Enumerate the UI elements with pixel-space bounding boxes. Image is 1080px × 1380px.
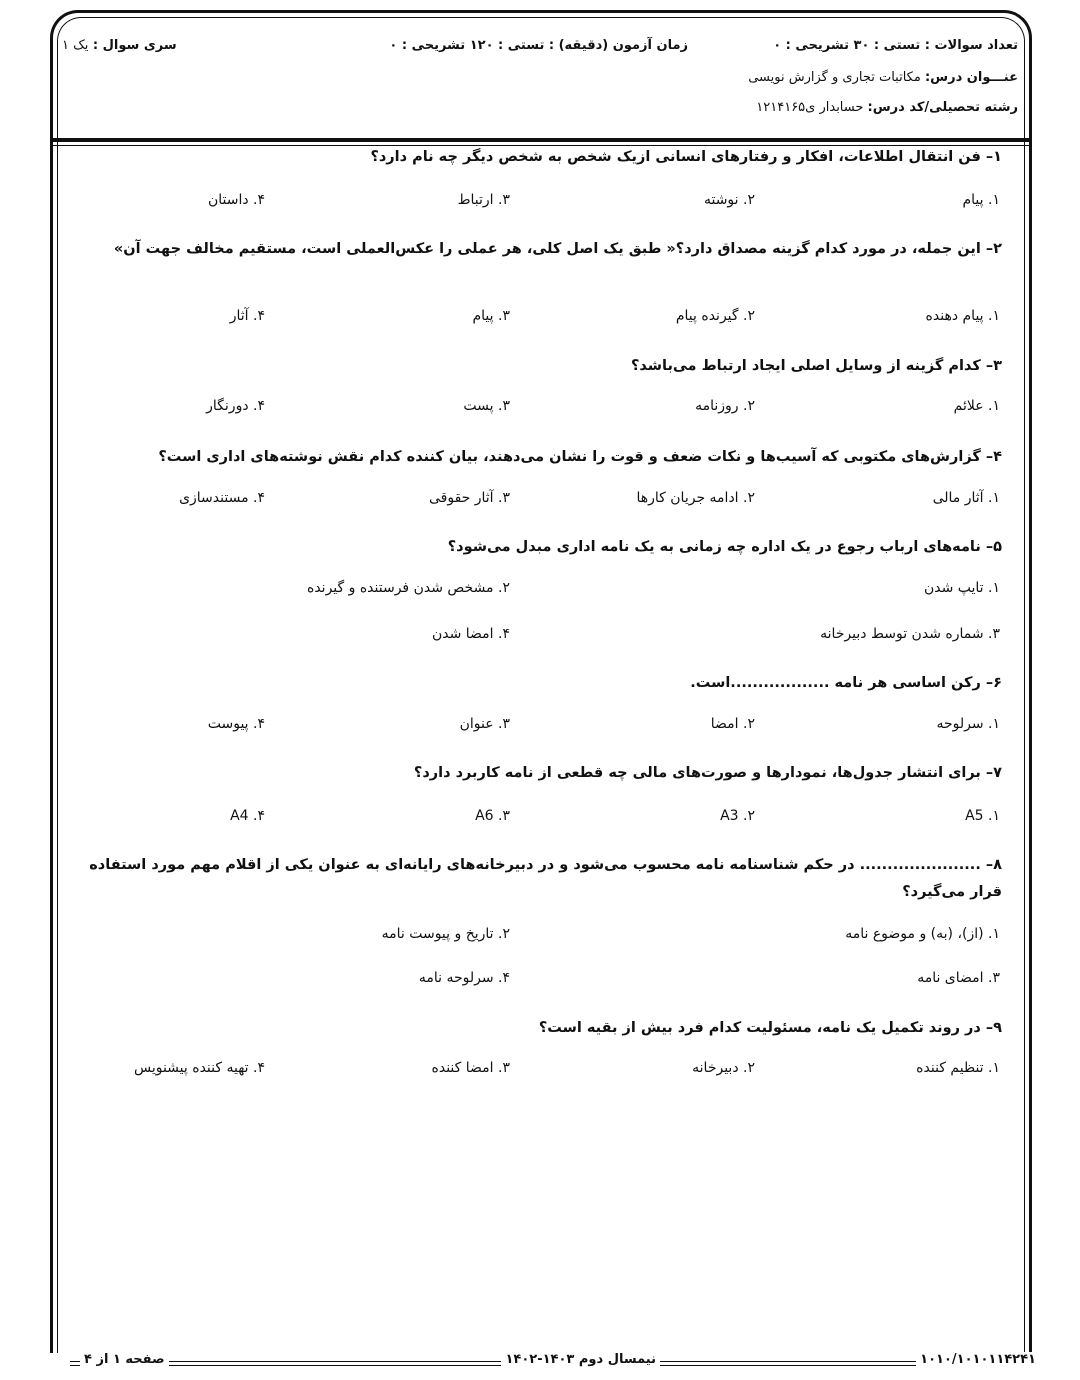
option-3[interactable]: ۳. پست [463,398,510,414]
question-5 [72,534,1002,561]
question-8 [72,852,1002,906]
options-row [70,716,1000,732]
option-3[interactable]: ۳. آثار حقوقی [428,490,510,506]
series-label: سری سوال : [92,38,177,53]
option-3[interactable]: ۳. امضای نامه [917,970,1000,986]
option-3[interactable]: ۳. پیام [472,308,510,324]
course-title [62,70,1018,85]
question-number: ۱– [985,149,1002,165]
option-4[interactable]: ۴. سرلوحه نامه [418,970,510,986]
question-text: رکن اساسی هر نامه ..................است. [690,675,981,691]
field-label: رشته تحصیلی/کد درس: [867,100,1018,115]
option-1[interactable]: ۱. پیام دهنده [925,308,1000,324]
options-row [70,580,1000,596]
option-2[interactable]: ۲. مشخص شدن فرستنده و گیرنده [306,580,510,596]
question-7 [72,760,1002,787]
question-number: ۵– [985,539,1002,555]
question-count: تعداد سوالات : تستی : ۳۰ تشریحی : ۰ [773,38,1018,53]
option-1[interactable]: ۱. تایپ شدن [923,580,1000,596]
option-1[interactable]: ۱. آثار مالی [932,490,1000,506]
course-label: عنـــوان درس: [924,70,1018,85]
option-4[interactable]: ۴. تهیه کننده پیشنویس [133,1060,265,1076]
options-row [70,490,1000,506]
option-2[interactable]: ۲. دبیرخانه [692,1060,755,1076]
footer [40,1352,1040,1372]
options-row [70,308,1000,324]
field-code [62,100,1018,115]
option-1[interactable]: ۱. علائم [953,398,1000,414]
question-number: ۶– [985,675,1002,691]
question-3 [72,353,1002,380]
option-4[interactable]: ۴. امضا شدن [431,626,510,642]
question-text: فن انتقال اطلاعات، افکار و رفتارهای انسانی ازیک شخص به شخص دیگر چه نام دارد؟ [370,149,981,165]
option-4[interactable]: ۴. دورنگار [206,398,265,414]
option-2[interactable]: ۲. تاریخ و پیوست نامه [381,926,510,942]
question-text: برای انتشار جدول‌ها، نمودارها و صورت‌های مالی چه قطعی از نامه کاربرد دارد؟ [413,765,981,781]
question-text: نامه‌های ارباب رجوع در یک اداره چه زمانی به یک نامه اداری مبدل می‌شود؟ [447,539,981,555]
question-number: ۸– [985,857,1002,873]
footer-page: صفحه ۱ از ۴ [80,1352,169,1367]
course-value: مکاتبات تجاری و گزارش نویسی [748,70,921,85]
option-2[interactable]: ۲. نوشته [703,192,755,208]
option-3[interactable]: ۳. A6 [475,808,510,824]
option-1[interactable]: ۱. تنظیم کننده [916,1060,1000,1076]
options-row [70,192,1000,208]
question-text: گزارش‌های مکتوبی که آسیب‌ها و نکات ضعف و قوت را نشان می‌دهند، بیان کننده کدام نقش نوشته‌های اداری است؟ [158,449,981,465]
option-4[interactable]: ۴. پیوست [207,716,265,732]
question-number: ۹– [985,1020,1002,1036]
option-1[interactable]: ۱. پیام [962,192,1000,208]
question-number: ۷– [985,765,1002,781]
question-number: ۲– [985,241,1002,257]
question-text: این جمله، در مورد کدام گزینه مصداق دارد؟« طبق یک اصل کلی، هر عملی را عکس‌العملی است، مستقیم مخالف جهت آن» [113,241,981,257]
option-3[interactable]: ۳. ارتباط [457,192,510,208]
footer-code: ۱۰۱۰/۱۰۱۰۱۱۴۲۴۱ [916,1352,1040,1367]
question-1 [72,144,1002,171]
exam-time: زمان آزمون (دقیقه) : تستی : ۱۲۰ تشریحی : ۰ [389,38,688,53]
question-text: ...................... در حکم شناسنامه نامه محسوب می‌شود و در دبیرخانه‌های رایانه‌ای به عنوان یکی از اقلام مهم مورد استفاده قرار می‌گیرد؟ [89,857,1002,900]
question-number: ۴– [985,449,1002,465]
option-2[interactable]: ۲. گیرنده پیام [675,308,755,324]
option-1[interactable]: ۱. سرلوحه [936,716,1000,732]
option-3[interactable]: ۳. شماره شدن توسط دبیرخانه [820,626,1000,642]
options-row [70,970,1000,986]
options-row [70,398,1000,414]
option-3[interactable]: ۳. عنوان [459,716,510,732]
option-3[interactable]: ۳. امضا کننده [431,1060,510,1076]
question-series [62,38,177,53]
option-4[interactable]: ۴. مستندسازی [179,490,265,506]
options-row [70,626,1000,642]
option-2[interactable]: ۲. A3 [720,808,755,824]
options-row [70,1060,1000,1076]
options-row [70,926,1000,942]
field-value: حسابدار ی۱۲۱۴۱۶۵ [756,100,864,115]
question-9 [72,1015,1002,1042]
question-text: در روند تکمیل یک نامه، مسئولیت کدام فرد بیش از بقیه است؟ [538,1020,981,1036]
option-1[interactable]: ۱. A5 [965,808,1000,824]
series-value: یک ۱ [62,38,89,53]
header-divider [53,138,1029,142]
option-2[interactable]: ۲. روزنامه [695,398,755,414]
options-row [70,808,1000,824]
question-2 [72,236,1002,263]
option-4[interactable]: ۴. آثار [229,308,265,324]
question-number: ۳– [985,358,1002,374]
option-4[interactable]: ۴. A4 [230,808,265,824]
question-4 [72,444,1002,471]
option-2[interactable]: ۲. امضا [710,716,755,732]
footer-semester: نیمسال دوم ۱۴۰۳-۱۴۰۲ [501,1352,660,1367]
question-text: کدام گزینه از وسایل اصلی ایجاد ارتباط می‌باشد؟ [630,358,981,374]
option-2[interactable]: ۲. ادامه جریان کارها [636,490,755,506]
question-6 [72,670,1002,697]
option-4[interactable]: ۴. داستان [207,192,265,208]
option-1[interactable]: ۱. (از)، (به) و موضوع نامه [845,926,1000,942]
